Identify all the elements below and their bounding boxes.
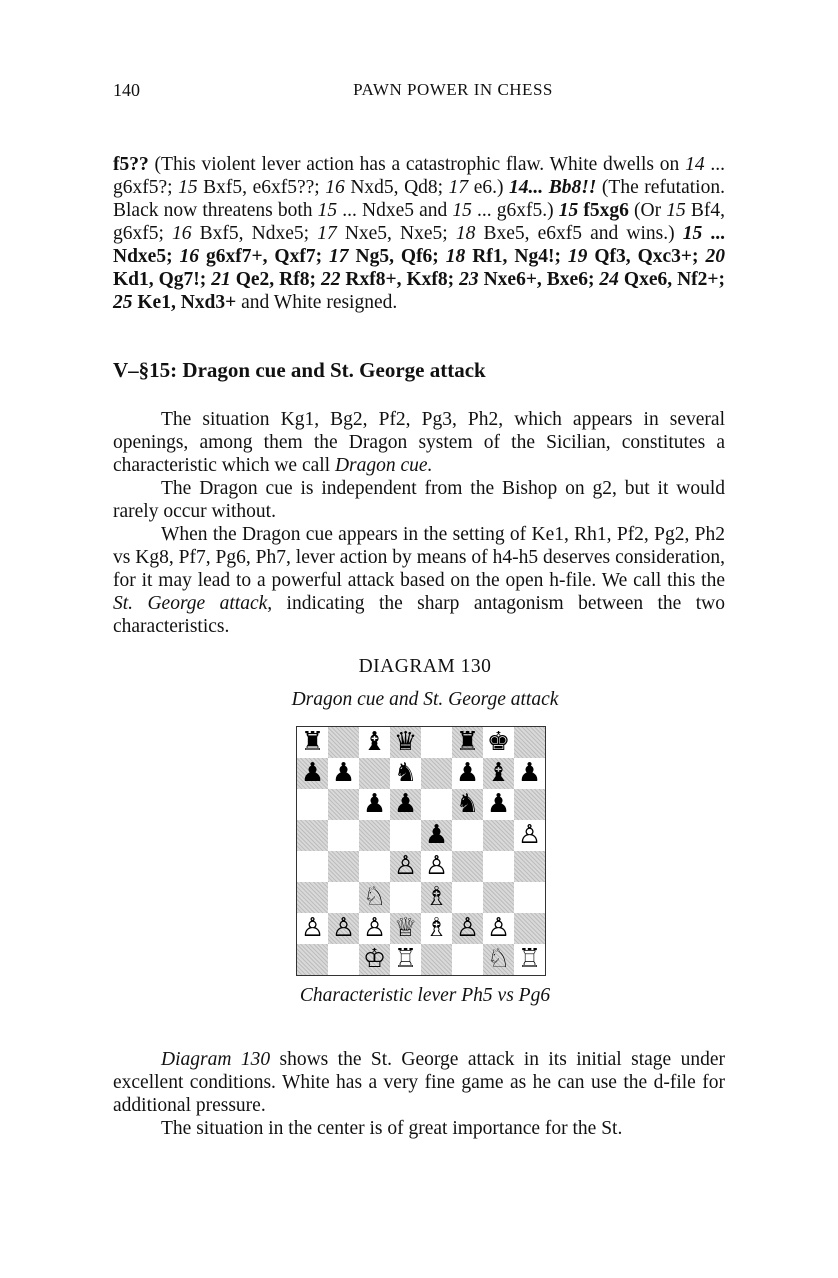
piece-f2: ♙: [455, 913, 480, 943]
piece-c2: ♙: [362, 913, 387, 943]
piece-e5: ♟: [424, 820, 449, 850]
piece-g8: ♚: [486, 727, 511, 757]
piece-g1: ♘: [486, 944, 511, 974]
piece-d1: ♖: [393, 944, 418, 974]
piece-d7: ♞: [393, 758, 418, 788]
piece-g7: ♝: [486, 758, 511, 788]
paragraph-dragon-cue: The situation Kg1, Bg2, Pf2, Pg3, Ph2, which appears in several openings, among them the Dragon system of the Sicilian, constitutes a characteristic which we call Dragon cue.: [113, 409, 725, 476]
page-number: 140: [113, 80, 140, 100]
section-body: [113, 408, 725, 638]
piece-g2: ♙: [486, 913, 511, 943]
piece-d2: ♕: [393, 913, 418, 943]
piece-h1: ♖: [517, 944, 542, 974]
piece-e3: ♗: [424, 882, 449, 912]
piece-f6: ♞: [455, 789, 480, 819]
closing-text: [113, 1048, 725, 1140]
piece-f8: ♜: [455, 727, 480, 757]
diagram-title: DIAGRAM 130: [358, 656, 492, 677]
piece-h7: ♟: [517, 758, 542, 788]
paragraph-center: The situation in the center is of great importance for the St.: [161, 1118, 623, 1139]
section-heading: V–§15: Dragon cue and St. George attack: [113, 358, 486, 382]
piece-c8: ♝: [362, 727, 387, 757]
game-notes-block: [113, 153, 725, 314]
board-pieces: [297, 727, 545, 975]
piece-d8: ♛: [393, 727, 418, 757]
piece-f7: ♟: [455, 758, 480, 788]
running-head: [113, 80, 733, 106]
piece-b2: ♙: [331, 913, 356, 943]
running-title: PAWN POWER IN CHESS: [353, 80, 553, 99]
piece-e4: ♙: [424, 851, 449, 881]
piece-c1: ♔: [362, 944, 387, 974]
chess-board: [296, 726, 546, 976]
piece-a2: ♙: [300, 913, 325, 943]
paragraph-st-george: When the Dragon cue appears in the setting of Ke1, Rh1, Pf2, Pg2, Ph2 vs Kg8, Pf7, Pg6, Ph7, lever action by means of h4-h5 deserves consideration, for it may lead to a powerful attack based on the open h-file. We call this the St. George attack, indicating the sharp antagonism between the two characteristics.: [113, 524, 725, 637]
paragraph-diagram-explanation: Diagram 130 shows the St. George attack in its initial stage under excellent conditions. White has a very fine game as he can use the d-file for additional pressure.: [113, 1049, 725, 1116]
piece-b7: ♟: [331, 758, 356, 788]
piece-d6: ♟: [393, 789, 418, 819]
game-notes-paragraph: f5?? (This violent lever action has a catastrophic flaw. White dwells on 14 ... g6xf5?; 15 Bxf5, e6xf5??; 16 Nxd5, Qd8; 17 e6.) 14... Bb8!! (The refutation. Black now threatens both 15 ... Ndxe5 and 15 ... g6xf5.) 15 f5xg6 (Or 15 Bf4, g6xf5; 16 Bxf5, Ndxe5; 17 Nxe5, Nxe5; 18 Bxe5, e6xf5 and wins.) 15 ... Ndxe5; 16 g6xf7+, Qxf7; 17 Ng5, Qf6; 18 Rf1, Ng4!; 19 Qf3, Qxc3+; 20 Kd1, Qg7!; 21 Qe2, Rf8; 22 Rxf8+, Kxf8; 23 Nxe6+, Bxe6; 24 Qxe6, Nf2+; 25 Ke1, Nxd3+ and White resigned.: [113, 154, 726, 313]
paragraph-bishop: The Dragon cue is independent from the Bishop on g2, but it would rarely occur without.: [113, 478, 725, 522]
piece-h5: ♙: [517, 820, 542, 850]
piece-c3: ♘: [362, 882, 387, 912]
piece-a8: ♜: [300, 727, 325, 757]
diagram-subtitle: Dragon cue and St. George attack: [291, 689, 559, 710]
piece-a7: ♟: [300, 758, 325, 788]
piece-c6: ♟: [362, 789, 387, 819]
diagram-caption: Characteristic lever Ph5 vs Pg6: [299, 985, 551, 1006]
piece-e2: ♗: [424, 913, 449, 943]
piece-d4: ♙: [393, 851, 418, 881]
piece-g6: ♟: [486, 789, 511, 819]
